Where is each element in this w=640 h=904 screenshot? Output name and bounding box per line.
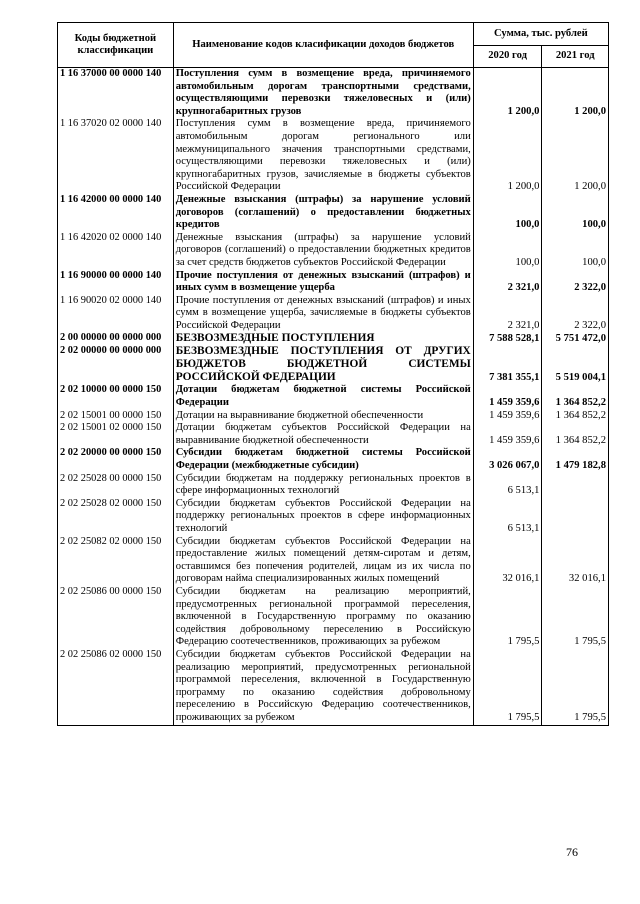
revenue-name-cell: Дотации бюджетам бюджетной системы Российской Федерации	[173, 384, 473, 409]
amount-2021-cell: 1 200,0	[542, 118, 609, 194]
amount-2020-cell: 1 795,5	[473, 586, 542, 649]
amount-2020-cell: 1 795,5	[473, 649, 542, 725]
budget-code-cell: 2 02 25082 02 0000 150	[58, 536, 174, 586]
amount-2021-cell: 5 751 472,0	[542, 332, 609, 345]
amount-2021-cell: 32 016,1	[542, 536, 609, 586]
table-row	[58, 232, 609, 270]
amount-2021-cell	[542, 498, 609, 536]
amount-2020-cell: 100,0	[473, 194, 542, 232]
amount-2021-cell: 1 364 852,2	[542, 410, 609, 423]
table-row	[58, 118, 609, 194]
amount-2020-cell: 7 381 355,1	[473, 345, 542, 384]
table-row	[58, 586, 609, 649]
table-row	[58, 194, 609, 232]
revenue-name-cell: Дотации бюджетам субъектов Российской Федерации на выравнивание бюджетной обеспеченности	[173, 422, 473, 447]
amount-2020-cell: 6 513,1	[473, 473, 542, 498]
budget-code-cell: 1 16 37020 02 0000 140	[58, 118, 174, 194]
amount-2020-cell: 1 200,0	[473, 118, 542, 194]
revenue-name-cell: Субсидии бюджетам на реализацию мероприятий, предусмотренных региональной программой переселения, включенной в Государственную программу по оказанию содействия добровольному переселению в Российскую Федерацию соотечественников, проживающих за рубежом	[173, 586, 473, 649]
revenue-name-cell: БЕЗВОЗМЕЗДНЫЕ ПОСТУПЛЕНИЯ	[173, 332, 473, 345]
revenue-name-cell: Субсидии бюджетам субъектов Российской Федерации на поддержку региональных проектов в сфере информационных технологий	[173, 498, 473, 536]
amount-2020-cell: 3 026 067,0	[473, 447, 542, 472]
amount-2020-cell: 1 200,0	[473, 68, 542, 119]
budget-code-cell: 2 02 25028 00 0000 150	[58, 473, 174, 498]
table-row	[58, 410, 609, 423]
revenue-name-cell: Субсидии бюджетам субъектов Российской Федерации на предоставление жилых помещений детям-сиротам и детям, оставшимся без попечения родителей, лицам из их числа по договорам найма специализированных жилых помещений	[173, 536, 473, 586]
amount-2021-cell: 5 519 004,1	[542, 345, 609, 384]
budget-code-cell: 1 16 37000 00 0000 140	[58, 68, 174, 119]
revenue-name-cell: Прочие поступления от денежных взысканий (штрафов) и иных сумм в возмещение ущерба	[173, 270, 473, 295]
amount-2020-cell: 2 321,0	[473, 295, 542, 333]
budget-code-cell: 1 16 42020 02 0000 140	[58, 232, 174, 270]
revenue-name-cell: Поступления сумм в возмещение вреда, причиняемого автомобильным дорогам транспортными средствами, осуществляющими перевозки тяжеловесных и (или) крупногабаритных грузов	[173, 68, 473, 119]
amount-2021-cell: 1 795,5	[542, 649, 609, 725]
year-2020-header: 2020 год	[473, 45, 542, 68]
amount-2021-cell: 1 200,0	[542, 68, 609, 119]
revenue-name-cell: Прочие поступления от денежных взысканий (штрафов) и иных сумм в возмещение ущерба, зачисляемые в бюджеты субъектов Российской Федерации	[173, 295, 473, 333]
budget-code-cell: 2 02 15001 02 0000 150	[58, 422, 174, 447]
amount-2021-cell: 1 795,5	[542, 586, 609, 649]
header-row	[58, 23, 609, 46]
budget-code-cell: 2 02 25086 00 0000 150	[58, 586, 174, 649]
amount-2020-cell: 1 459 359,6	[473, 422, 542, 447]
budget-code-cell: 2 02 10000 00 0000 150	[58, 384, 174, 409]
amount-2021-cell: 2 322,0	[542, 270, 609, 295]
budget-code-cell: 2 02 00000 00 0000 000	[58, 345, 174, 384]
amount-2021-cell: 1 364 852,2	[542, 422, 609, 447]
table-row	[58, 270, 609, 295]
code-column-header: Коды бюджетной классификации	[58, 23, 174, 68]
amount-2020-cell: 32 016,1	[473, 536, 542, 586]
revenue-name-cell: Субсидии бюджетам субъектов Российской Федерации на реализацию мероприятий, предусмотренных региональной программой переселения, включенной в Государственную программу по оказанию содействия добровольному переселению в Российскую Федерацию соотечественников, проживающих за рубежом	[173, 649, 473, 725]
amount-2020-cell: 100,0	[473, 232, 542, 270]
table-row	[58, 384, 609, 409]
amount-2021-cell: 100,0	[542, 232, 609, 270]
revenue-name-cell: БЕЗВОЗМЕЗДНЫЕ ПОСТУПЛЕНИЯ ОТ ДРУГИХ БЮДЖЕТОВ БЮДЖЕТНОЙ СИСТЕМЫ РОССИЙСКОЙ ФЕДЕРАЦИИ	[173, 345, 473, 384]
table-body	[58, 68, 609, 726]
budget-code-cell: 2 02 25028 02 0000 150	[58, 498, 174, 536]
revenue-name-cell: Денежные взыскания (штрафы) за нарушение условий договоров (соглашений) о предоставлении бюджетных кредитов за счет средств бюджетов субъектов Российской Федерации	[173, 232, 473, 270]
name-column-header: Наименование кодов класификации доходов бюджетов	[173, 23, 473, 68]
amount-2020-cell: 7 588 528,1	[473, 332, 542, 345]
amount-2021-cell: 2 322,0	[542, 295, 609, 333]
amount-2020-cell: 1 459 359,6	[473, 410, 542, 423]
table-row	[58, 345, 609, 384]
page-number: 76	[566, 845, 578, 859]
budget-code-cell: 2 02 20000 00 0000 150	[58, 447, 174, 472]
amount-2020-cell: 2 321,0	[473, 270, 542, 295]
budget-code-cell: 1 16 42000 00 0000 140	[58, 194, 174, 232]
budget-code-cell: 2 02 25086 02 0000 150	[58, 649, 174, 725]
year-2021-header: 2021 год	[542, 45, 609, 68]
table-row	[58, 498, 609, 536]
amount-2021-cell: 1 479 182,8	[542, 447, 609, 472]
revenue-name-cell: Субсидии бюджетам бюджетной системы Российской Федерации (межбюджетные субсидии)	[173, 447, 473, 472]
revenue-name-cell: Денежные взыскания (штрафы) за нарушение условий договоров (соглашений) о предоставлении бюджетных кредитов	[173, 194, 473, 232]
budget-code-cell: 1 16 90000 00 0000 140	[58, 270, 174, 295]
table-row	[58, 473, 609, 498]
amount-2021-cell: 1 364 852,2	[542, 384, 609, 409]
revenue-name-cell: Субсидии бюджетам на поддержку региональных проектов в сфере информационных технологий	[173, 473, 473, 498]
amount-2021-cell	[542, 473, 609, 498]
amount-2021-cell: 100,0	[542, 194, 609, 232]
revenue-name-cell: Поступления сумм в возмещение вреда, причиняемого автомобильным дорогам регионального или межмуниципального значения транспортными средствами, осуществляющими перевозки тяжеловесных и (или) крупногабаритных грузов, зачисляемые в бюджеты субъектов Российской Федерации	[173, 118, 473, 194]
budget-revenue-table	[57, 22, 609, 726]
budget-code-cell: 1 16 90020 02 0000 140	[58, 295, 174, 333]
table-row	[58, 332, 609, 345]
revenue-name-cell: Дотации на выравнивание бюджетной обеспеченности	[173, 410, 473, 423]
budget-code-cell: 2 00 00000 00 0000 000	[58, 332, 174, 345]
table-row	[58, 295, 609, 333]
amount-2020-cell: 6 513,1	[473, 498, 542, 536]
table-row	[58, 649, 609, 725]
sum-column-header: Сумма, тыс. рублей	[473, 23, 608, 46]
amount-2020-cell: 1 459 359,6	[473, 384, 542, 409]
budget-code-cell: 2 02 15001 00 0000 150	[58, 410, 174, 423]
table-row	[58, 536, 609, 586]
table-row	[58, 447, 609, 472]
table-row	[58, 422, 609, 447]
table-row	[58, 68, 609, 119]
